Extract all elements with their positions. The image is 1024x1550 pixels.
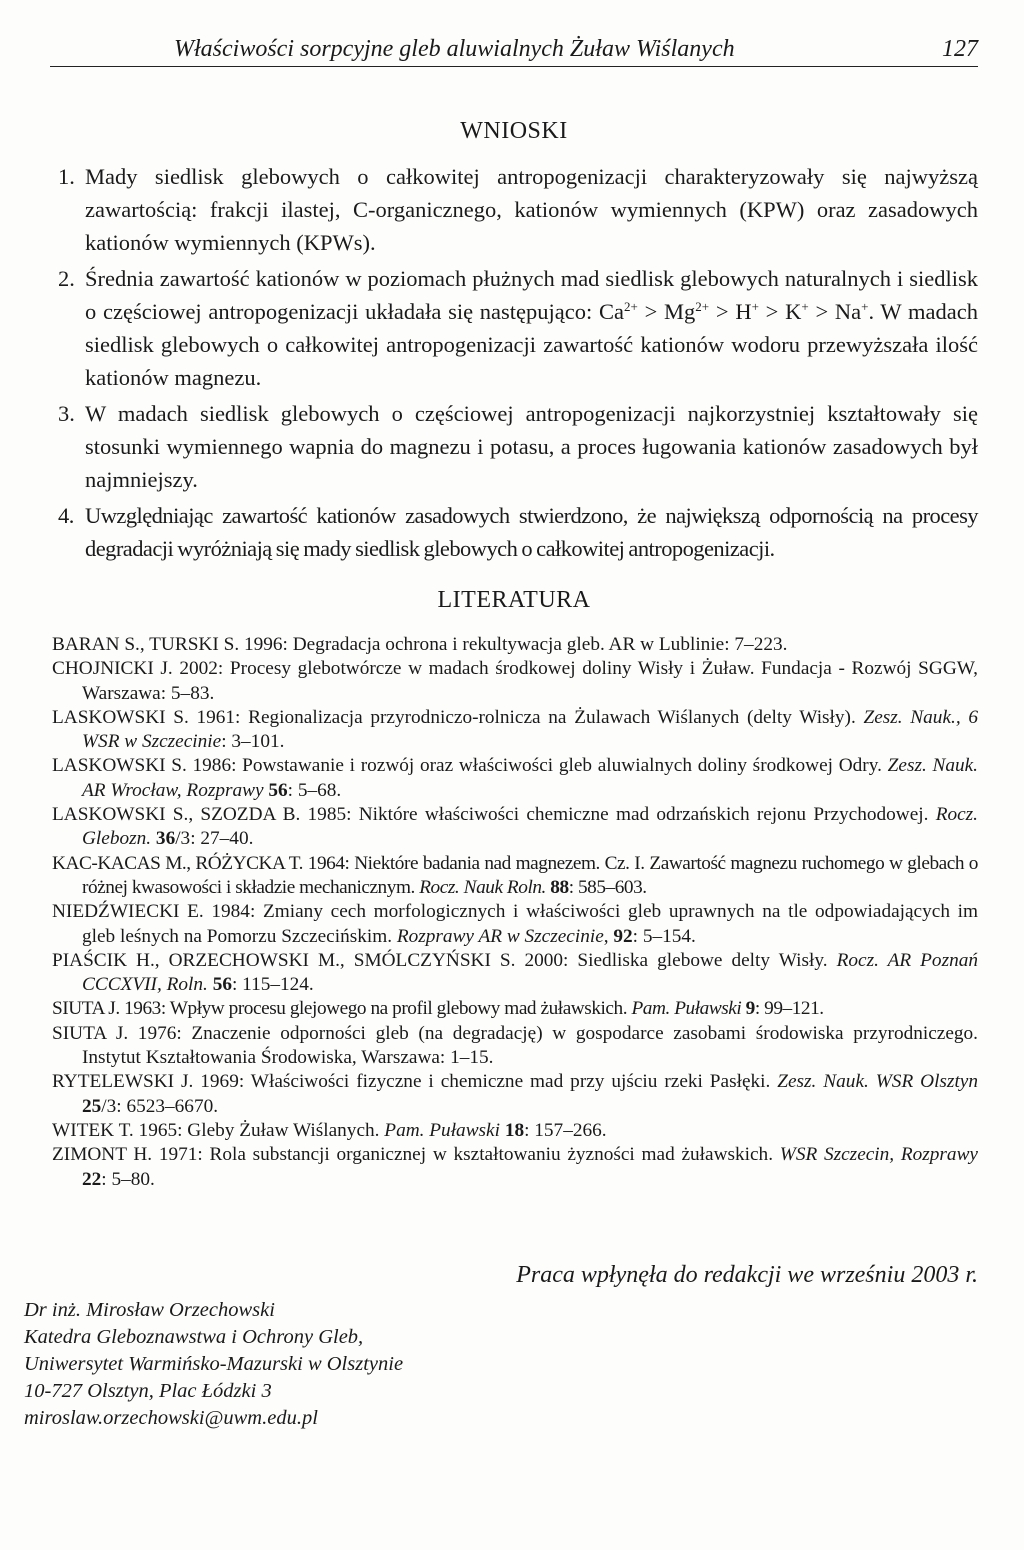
conclusion-text: Średnia zawartość kationów w poziomach płużnych mad siedlisk glebowych naturalnych i siedlisk o częściowej antropogenizacji układała się następująco: $Ca^{2+} > Mg^{2+} > H^+ > K^+ > Na^+$. W madach siedlisk glebowych o całkowitej antropogenizacji zawartość kationów wodoru przewyższała ilość kationów magnezu. (85, 266, 978, 390)
reference-entry: RYTELEWSKI J. 1969: Właściwości fizyczne i chemiczne mad przy ujściu rzeki Pasłęki. Zesz. Nauk. WSR Olsztyn 25/3: 6523–6670. (52, 1071, 978, 1117)
reference-entry: LASKOWSKI S., SZOZDA B. 1985: Niktóre właściwości chemiczne mad odrzańskich rejonu Przychodowej. Rocz. Glebozn. 36/3: 27–40. (52, 804, 978, 850)
conclusion-text: Mady siedlisk glebowych o całkowitej antropogenizacji charakteryzowały się najwyższą zawartością: frakcji ilastej, C-organicznego, kationów wymiennych (KPW) oraz zasadowych kationów wymiennych (KPWs). (85, 164, 978, 255)
reference-entry: SIUTA J. 1963: Wpływ procesu glejowego na profil glebowy mad żuławskich. Pam. Puławski 9: 99–121. (52, 998, 824, 1020)
reference-list (52, 633, 978, 1192)
reference-entry: LASKOWSKI S. 1961: Regionalizacja przyrodniczo-rolnicza na Żulawach Wiślanych (delty Wisły). Zesz. Nauk., 6 WSR w Szczecinie: 3–101. (52, 706, 978, 753)
reference-entry: SIUTA J. 1976: Znaczenie odporności gleb (na degradację) w gospodarce zasobami środowiska przyrodniczego. Instytut Kształtowania Środowiska, Warszawa: 1–15. (52, 1022, 978, 1069)
conclusion-item (58, 160, 978, 259)
reference-entry: ZIMONT H. 1971: Rola substancji organicznej w kształtowaniu żyzności mad żuławskich. WSR Szczecin, Rozprawy 22: 5–80. (52, 1144, 978, 1190)
reference-entry: KAC-KACAS M., RÓŻYCKA T. 1964: Niektóre badania nad magnezem. Cz. I. Zawartość magnezu ruchomego w glebach o różnej kwasowości i składzie mechanicznym. Rocz. Nauk Roln. 88: 585–603. (52, 852, 978, 898)
author-address (24, 1297, 403, 1432)
address-line: Uniwersytet Warmińsko-Mazurski w Olsztynie (24, 1353, 404, 1375)
conclusion-number: 4. (58, 503, 74, 528)
page-number: 127 (942, 36, 978, 62)
conclusion-number: 3. (58, 401, 75, 426)
reference-entry: WITEK T. 1965: Gleby Żuław Wiślanych. Pam. Puławski 18: 157–266. (52, 1119, 607, 1141)
conclusion-number: 2. (58, 266, 75, 291)
conclusions-list (58, 160, 978, 568)
conclusion-item (58, 262, 978, 394)
reference-entry: NIEDŹWIECKI E. 1984: Zmiany cech morfologicznych i właściwości gleb uprawnych na tle odpowiadających im gleb leśnych na Pomorzu Szczecińskim. Rozprawy AR w Szczecinie, 92: 5–154. (52, 901, 978, 947)
received-note: Praca wpłynęła do redakcji we wrześniu 2003 r. (516, 1262, 978, 1288)
address-line: 10-727 Olsztyn, Plac Łódzki 3 (24, 1380, 272, 1402)
address-line: Dr inż. Mirosław Orzechowski (24, 1299, 275, 1321)
reference-entry: PIAŚCIK H., ORZECHOWSKI M., SMÓLCZYŃSKI S. 2000: Siedliska glebowe delty Wisły. Rocz. AR Poznań CCCXVII, Roln. 56: 115–124. (52, 949, 978, 996)
reference-entry: CHOJNICKI J. 2002: Procesy glebotwórcze w madach środkowej doliny Wisły i Żuław. Fundacja - Rozwój SGGW, Warszawa: 5–83. (52, 658, 978, 704)
running-title: Właściwości sorpcyjne gleb aluwialnych Żuław Wiślanych (174, 36, 735, 62)
conclusion-item (58, 397, 978, 496)
conclusion-text: Uwzględniając zawartość kationów zasadowych stwierdzono, że największą odpornością na procesy degradacji wyróżniają się mady siedlisk glebowych o całkowitej antropogenizacji. (85, 503, 978, 561)
literature-heading: LITERATURA (437, 587, 591, 613)
conclusion-text: W madach siedlisk glebowych o częściowej antropogenizacji najkorzystniej kształtowały się stosunki wymiennego wapnia do magnezu i potasu, a proces ługowania kationów zasadowych był najmniejszy. (85, 401, 978, 492)
running-head (50, 36, 978, 67)
address-line: Katedra Gleboznawstwa i Ochrony Gleb, (24, 1326, 364, 1348)
reference-entry: LASKOWSKI S. 1986: Powstawanie i rozwój oraz właściwości gleb aluwialnych doliny środkowej Odry. Zesz. Nauk. AR Wrocław, Rozprawy 56: 5–68. (52, 755, 979, 801)
conclusion-number: 1. (58, 164, 75, 189)
address-line[interactable]: miroslaw.orzechowski@uwm.edu.pl (24, 1407, 318, 1429)
reference-entry: BARAN S., TURSKI S. 1996: Degradacja ochrona i rekultywacja gleb. AR w Lublinie: 7–223. (52, 634, 788, 655)
conclusions-heading: WNIOSKI (460, 118, 568, 144)
conclusion-item (58, 499, 978, 565)
